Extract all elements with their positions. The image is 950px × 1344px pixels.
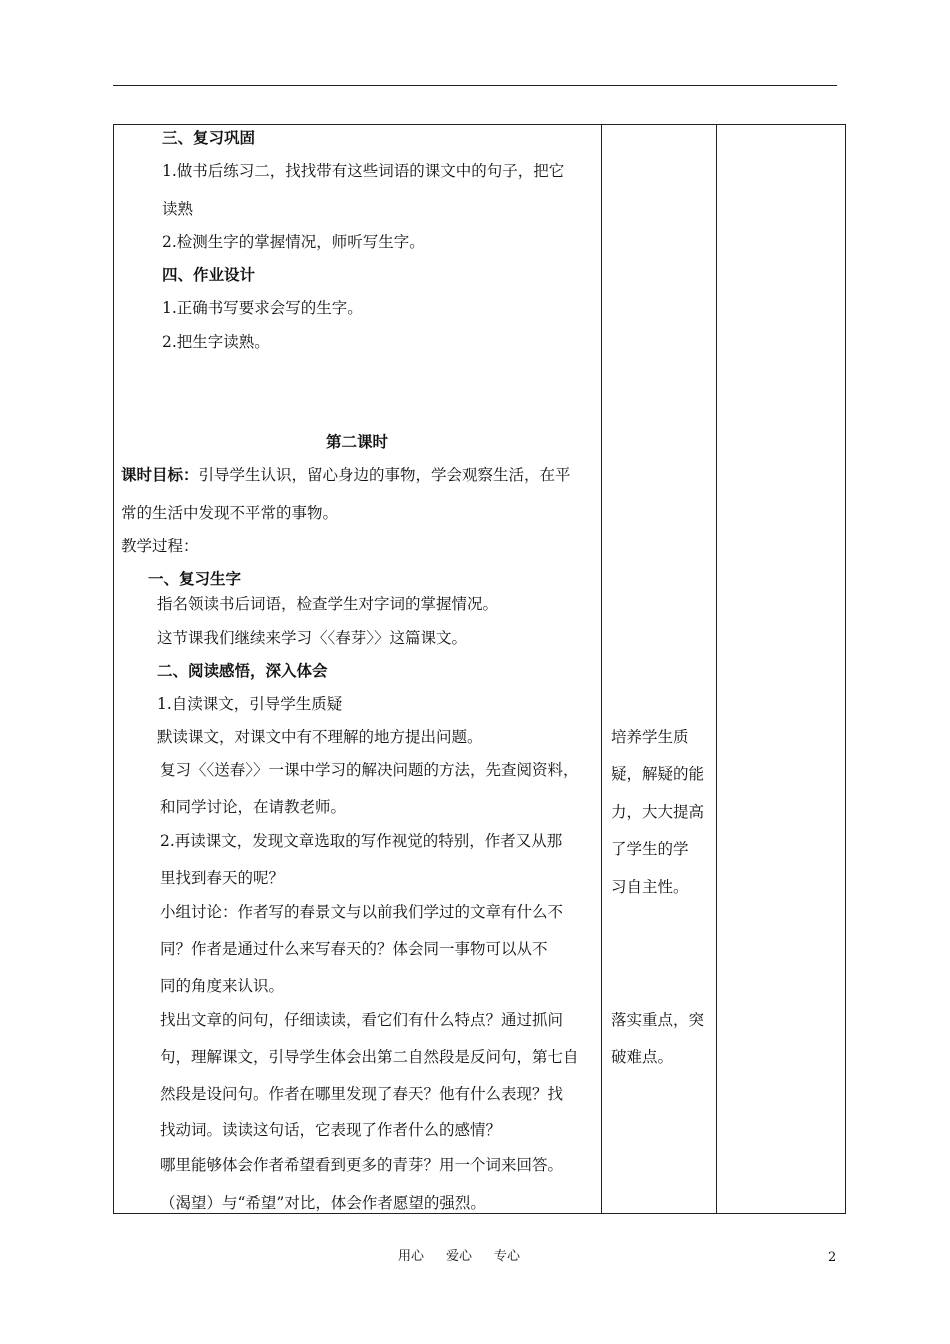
text-line: 同的角度来认识。	[160, 977, 285, 995]
text-line: 1.自渎课文，引导学生质疑	[157, 695, 343, 713]
section-heading-review-characters: 一、复习生字	[148, 569, 242, 588]
text-line: 哪里能够体会作者希望看到更多的青芽？用一个词来回答。	[160, 1156, 564, 1174]
text-line: （渴望）与“希望”对比，体会作者愿望的强烈。	[160, 1194, 486, 1212]
goal-line	[121, 465, 571, 485]
text-line: 2.检测生字的掌握情况，师听写生字。	[162, 233, 425, 251]
text-line: 1.做书后练习二，找找带有这些词语的课文中的句子，把它	[162, 162, 565, 180]
text-line: 小组讨论：作者写的春景文与以前我们学过的文章有什么不	[160, 903, 564, 921]
column-divider-2	[716, 125, 717, 1213]
note-line: 破难点。	[611, 1048, 674, 1066]
goal-text: 引导学生认识，留心身边的事物，学会观察生活，在平	[198, 466, 571, 484]
text-line: 找动词。读读这句话，它表现了作者什么的感情？	[160, 1121, 502, 1139]
section-heading-review: 三、复习巩固	[162, 128, 256, 147]
text-line: 里找到春天的呢？	[160, 869, 285, 887]
note-line: 了学生的学	[611, 840, 689, 858]
page-number: 2	[828, 1250, 837, 1265]
note-line: 力，大大提高	[611, 803, 705, 821]
header-rule	[113, 85, 837, 86]
text-line: 默读课文，对课文中有不理解的地方提出问题。	[157, 728, 483, 746]
text-line: 然段是设问句。作者在哪里发现了春天？他有什么表现？找	[160, 1085, 564, 1103]
text-line: 这节课我们继续来学习〈〈春芽〉〉这篇课文。	[157, 629, 468, 647]
note-line: 落实重点，突	[611, 1011, 705, 1029]
section-heading-reading: 二、阅读感悟，深入体会	[157, 661, 328, 680]
text-line: 和同学讨论，在请教老师。	[160, 798, 347, 816]
text-line: 句，理解课文，引导学生体会出第二自然段是反问句，第七自	[160, 1048, 579, 1066]
text-line: 2.把生字读熟。	[162, 333, 270, 351]
text-line: 找出文章的问句，仔细读读，看它们有什么特点？通过抓问	[160, 1011, 564, 1029]
text-line: 读熟	[162, 200, 194, 218]
note-line: 疑，解疑的能	[611, 765, 705, 783]
text-line: 1.正确书写要求会写的生字。	[162, 299, 363, 317]
text-line: 2.再读课文，发现文章选取的写作视觉的特别，作者又从那	[160, 832, 563, 850]
section-heading-homework: 四、作业设计	[162, 265, 256, 284]
note-line: 习自主性。	[611, 878, 689, 896]
goal-label: 课时目标：	[121, 465, 199, 484]
footer-text-a: 用心	[398, 1249, 425, 1264]
footer-text-c: 专心	[494, 1249, 521, 1264]
text-line: 常的生活中发现不平常的事物。	[121, 504, 339, 522]
note-line: 培养学生质	[611, 728, 689, 746]
text-line: 指名领读书后词语，检查学生对字词的掌握情况。	[157, 595, 499, 613]
footer-text-b: 爱心	[446, 1249, 473, 1264]
text-line: 复习〈〈送春〉〉一课中学习的解决问题的方法，先查阅资料，	[160, 761, 579, 779]
process-label: 教学过程：	[121, 537, 199, 555]
text-line: 同？作者是通过什么来写春天的？体会同一事物可以从不	[160, 940, 548, 958]
lesson-title: 第二课时	[326, 432, 389, 451]
column-divider-1	[601, 125, 602, 1213]
